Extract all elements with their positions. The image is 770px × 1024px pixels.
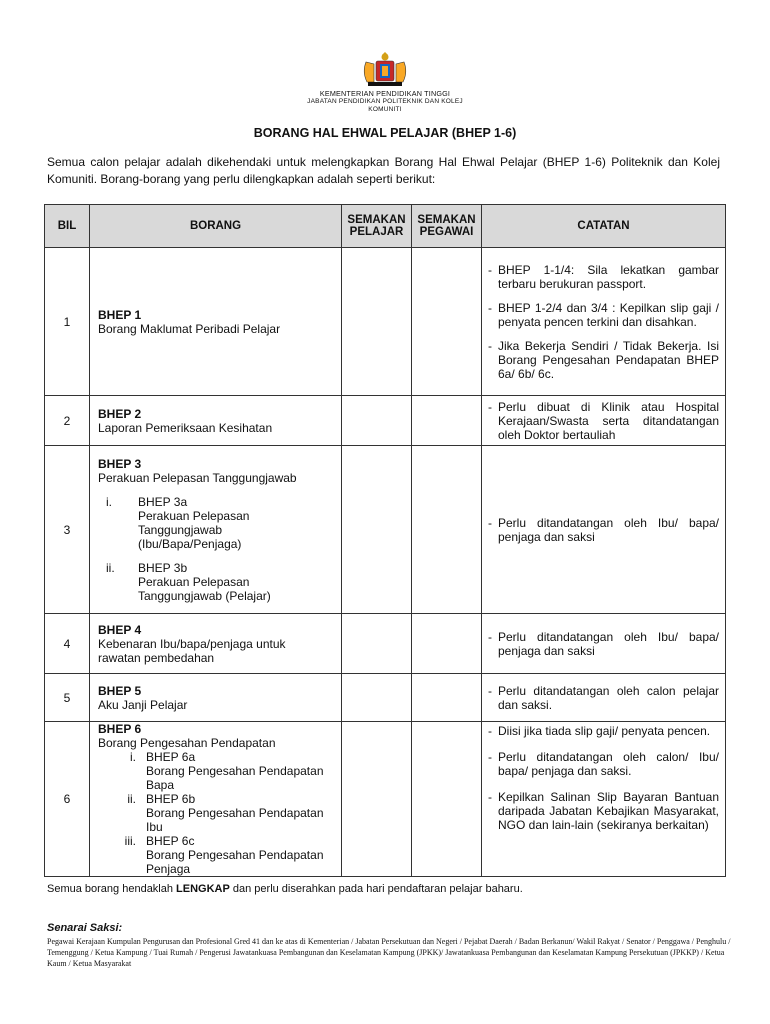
row-catatan	[482, 722, 726, 877]
forms-table	[44, 204, 726, 877]
ministry-header	[290, 90, 480, 114]
form-name: Borang Pengesahan Pendapatan	[98, 736, 276, 750]
malaysia-coat-of-arms-logo	[358, 52, 412, 88]
semakan-pelajar-cell[interactable]	[342, 674, 412, 722]
sub-form-number: ii.	[127, 792, 136, 806]
header-semakan-pegawai-line1: SEMAKAN	[417, 214, 476, 226]
semakan-pegawai-cell[interactable]	[412, 248, 482, 396]
note-text: BHEP 1-2/4 dan 3/4 : Kepilkan slip gaji / penyata pencen terkini dan disahkan.	[498, 300, 719, 329]
sub-form-line: Ibu	[146, 820, 163, 834]
form-code: BHEP 5	[98, 683, 142, 698]
sub-form-number: i.	[130, 750, 136, 764]
note-text: Perlu ditandatangan oleh calon/ Ibu/ bapa/ penjaga dan saksi.	[498, 750, 719, 778]
row-catatan	[482, 674, 726, 722]
header-semakan-pelajar-line2: PELAJAR	[349, 226, 404, 238]
sub-form	[98, 834, 341, 876]
submission-note-text-end: dan perlu diserahkan pada hari pendaftaran pelajar baharu.	[229, 883, 523, 895]
row-borang	[90, 614, 342, 674]
note-text: Kepilkan Salinan Slip Bayaran Bantuan daripada Jabatan Kebajikan Masyarakat, NGO dan lain-lain (sekiranya berkaitan)	[498, 790, 719, 832]
header-semakan-pelajar	[342, 205, 412, 248]
semakan-pegawai-cell[interactable]	[412, 674, 482, 722]
row-bil: 1	[45, 248, 90, 396]
semakan-pegawai-cell[interactable]	[412, 722, 482, 877]
note-item: - Perlu ditandatangan oleh calon/ Ibu/ bapa/ penjaga dan saksi.	[488, 750, 719, 778]
row-catatan	[482, 396, 726, 446]
note-text: Perlu ditandatangan oleh calon pelajar dan saksi.	[498, 683, 719, 712]
form-code: BHEP 3	[98, 456, 142, 471]
header-bil: BIL	[45, 205, 90, 248]
sub-form-line: Borang Pengesahan Pendapatan	[146, 806, 324, 820]
row-borang	[90, 722, 342, 877]
department-name: JABATAN PENDIDIKAN POLITEKNIK DAN KOLEJ KOMUNITI	[307, 98, 463, 113]
table-row	[45, 248, 726, 396]
row-bil: 3	[45, 446, 90, 614]
table-row	[45, 722, 726, 877]
submission-note-text: Semua borang hendaklah	[47, 883, 177, 895]
sub-form-line: Tanggungjawab (Pelajar)	[138, 588, 271, 603]
sub-form-code: BHEP 6c	[146, 834, 195, 848]
row-bil: 4	[45, 614, 90, 674]
sub-form-line: Bapa	[146, 778, 175, 792]
table-row	[45, 614, 726, 674]
sub-form-number: i.	[106, 494, 112, 509]
sub-form-code: BHEP 3a	[138, 494, 188, 509]
form-code: BHEP 2	[98, 406, 142, 421]
row-bil: 6	[45, 722, 90, 877]
table-row	[45, 674, 726, 722]
form-name: Perakuan Pelepasan Tanggungjawab	[98, 470, 297, 485]
sub-form	[98, 495, 341, 551]
note-item: - Perlu dibuat di Klinik atau Hospital Kerajaan/Swasta serta ditandatangan oleh Doktor bertauliah	[488, 399, 719, 442]
ministry-name: KEMENTERIAN PENDIDIKAN TINGGI	[319, 89, 451, 98]
form-code: BHEP 1	[98, 307, 142, 322]
sub-form	[98, 792, 341, 834]
form-code: BHEP 4	[98, 622, 142, 637]
semakan-pelajar-cell[interactable]	[342, 248, 412, 396]
note-item: - Perlu ditandatangan oleh Ibu/ bapa/ penjaga dan saksi	[488, 629, 719, 658]
table-row	[45, 396, 726, 446]
sub-form-number: iii.	[124, 834, 136, 848]
witness-list-text: Pegawai Kerajaan Kumpulan Pengurusan dan Profesional Gred 41 dan ke atas di Kementerian / Jabatan Persekutuan dan Negeri / Pejabat Daerah / Badan Berkanun/ Wakil Rakyat / Senator / Penggawa / Penghulu / Temenggung / Ketua Kampung / Tuai Rumah / Pengerusi Jawatankuasa Pembangunan dan Keselamatan Kampung (JPKK)/ Jawatankuasa Pembangunan dan Keselamatan Kampung Persekutuan (JPKKP) / Ketua Kaum / Ketua Masyarakat	[47, 937, 731, 968]
note-text: Perlu ditandatangan oleh Ibu/ bapa/ penjaga dan saksi	[498, 629, 719, 658]
note-item: - Kepilkan Salinan Slip Bayaran Bantuan daripada Jabatan Kebajikan Masyarakat, NGO dan lain-lain (sekiranya berkaitan)	[488, 790, 719, 832]
sub-form-code: BHEP 3b	[138, 560, 188, 575]
sub-form-line: Perakuan Pelepasan	[138, 508, 250, 523]
note-text: Diisi jika tiada slip gaji/ penyata pencen.	[498, 724, 711, 738]
form-code: BHEP 6	[98, 722, 142, 736]
form-name: Laporan Pemeriksaan Kesihatan	[98, 420, 273, 435]
header-semakan-pelajar-line1: SEMAKAN	[347, 214, 406, 226]
sub-form-line: (Ibu/Bapa/Penjaga)	[138, 536, 242, 551]
sub-form-code: BHEP 6b	[146, 792, 196, 806]
sub-form	[98, 561, 341, 603]
form-name: Aku Janji Pelajar	[98, 697, 188, 712]
note-item: - Perlu ditandatangan oleh Ibu/ bapa/ penjaga dan saksi	[488, 515, 719, 544]
note-text: BHEP 1-1/4: Sila lekatkan gambar terbaru berukuran passport.	[498, 262, 719, 291]
row-catatan	[482, 446, 726, 614]
row-borang	[90, 674, 342, 722]
row-borang	[90, 446, 342, 614]
sub-form-code: BHEP 6a	[146, 750, 196, 764]
row-bil: 2	[45, 396, 90, 446]
semakan-pelajar-cell[interactable]	[342, 722, 412, 877]
submission-note-emphasis: LENGKAP	[176, 883, 230, 895]
sub-form	[98, 750, 341, 792]
form-name-line: Kebenaran Ibu/bapa/penjaga untuk	[98, 636, 286, 651]
semakan-pegawai-cell[interactable]	[412, 396, 482, 446]
semakan-pelajar-cell[interactable]	[342, 446, 412, 614]
semakan-pelajar-cell[interactable]	[342, 396, 412, 446]
semakan-pelajar-cell[interactable]	[342, 614, 412, 674]
note-item: - Jika Bekerja Sendiri / Tidak Bekerja. Isi Borang Pengesahan Pendapatan BHEP 6a/ 6b/ 6c.	[488, 338, 719, 381]
table-header-row	[45, 205, 726, 248]
note-item: - BHEP 1-2/4 dan 3/4 : Kepilkan slip gaji / penyata pencen terkini dan disahkan.	[488, 300, 719, 329]
note-item: - Diisi jika tiada slip gaji/ penyata pencen.	[488, 724, 719, 738]
row-catatan	[482, 614, 726, 674]
row-catatan	[482, 248, 726, 396]
sub-form-line: Perakuan Pelepasan	[138, 574, 250, 589]
note-text: Perlu dibuat di Klinik atau Hospital Kerajaan/Swasta serta ditandatangan oleh Doktor bertauliah	[498, 399, 719, 442]
row-bil: 5	[45, 674, 90, 722]
form-name: Borang Maklumat Peribadi Pelajar	[98, 321, 281, 336]
page-title: BORANG HAL EHWAL PELAJAR (BHEP 1-6)	[253, 126, 517, 140]
sub-form-line: Tanggungjawab	[138, 522, 223, 537]
sub-form-number: ii.	[106, 560, 115, 575]
semakan-pegawai-cell[interactable]	[412, 614, 482, 674]
header-semakan-pegawai-line2: PEGAWAI	[419, 226, 474, 238]
semakan-pegawai-cell[interactable]	[412, 446, 482, 614]
note-item: - BHEP 1-1/4: Sila lekatkan gambar terbaru berukuran passport.	[488, 262, 719, 291]
table-row	[45, 446, 726, 614]
sub-form-line: Borang Pengesahan Pendapatan	[146, 848, 324, 862]
form-name-line: rawatan pembedahan	[98, 650, 215, 665]
intro-paragraph: Semua calon pelajar adalah dikehendaki untuk melengkapkan Borang Hal Ehwal Pelajar (BHEP 1-6) Politeknik dan Kolej Komuniti. Borang-borang yang perlu dilengkapkan adalah seperti berikut:	[47, 155, 720, 186]
header-catatan: CATATAN	[482, 205, 726, 248]
submission-note	[47, 883, 523, 895]
note-item: - Perlu ditandatangan oleh calon pelajar dan saksi.	[488, 683, 719, 712]
header-borang: BORANG	[90, 205, 342, 248]
note-text: Jika Bekerja Sendiri / Tidak Bekerja. Isi Borang Pengesahan Pendapatan BHEP 6a/ 6b/ 6c.	[498, 338, 719, 381]
sub-form-line: Penjaga	[146, 862, 191, 876]
row-borang	[90, 248, 342, 396]
note-text: Perlu ditandatangan oleh Ibu/ bapa/ penjaga dan saksi	[498, 515, 719, 544]
header-semakan-pegawai	[412, 205, 482, 248]
row-borang	[90, 396, 342, 446]
witness-list-heading: Senarai Saksi:	[47, 922, 123, 934]
sub-form-line: Borang Pengesahan Pendapatan	[146, 764, 324, 778]
